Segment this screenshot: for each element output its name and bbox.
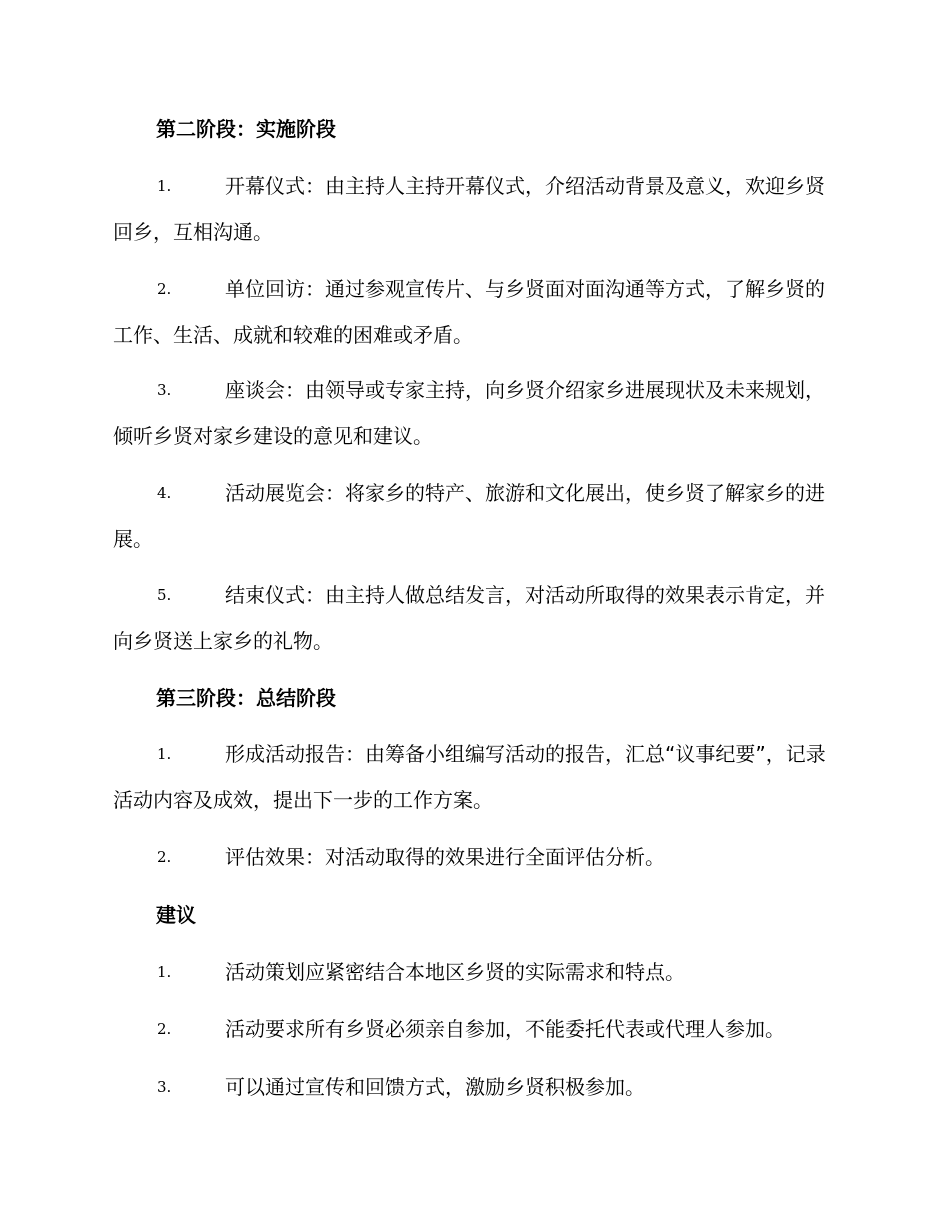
list-item-text: 活动策划应紧密结合本地区乡贤的实际需求和特点。 (225, 960, 685, 984)
list-item (113, 1064, 838, 1110)
section-heading-suggestions: 建议 (156, 903, 196, 927)
list-item-text: 评估效果：对活动取得的效果进行全面评估分析。 (225, 845, 665, 869)
list-item-text: 单位回访：通过参观宣传片、与乡贤面对面沟通等方式，了解乡贤的工作、生活、成就和较难的困难或矛盾。 (113, 277, 825, 347)
list-item-number: 4. (157, 484, 172, 502)
list-item-number: 1. (157, 177, 172, 195)
list-item-text: 活动展览会：将家乡的特产、旅游和文化展出，使乡贤了解家乡的进展。 (113, 481, 825, 551)
list-item-number: 5. (157, 586, 172, 604)
list-item-text: 座谈会：由领导或专家主持，向乡贤介绍家乡进展现状及未来规划，倾听乡贤对家乡建设的意见和建议。 (113, 378, 825, 448)
list-item (113, 367, 838, 459)
list-item-number: 1. (157, 963, 172, 981)
list-item-number: 3. (157, 1078, 172, 1096)
list-item-number: 2. (157, 1020, 172, 1038)
list-item (113, 1006, 838, 1052)
list-item (113, 572, 838, 664)
list-item-number: 2. (157, 848, 172, 866)
list-item (113, 266, 838, 358)
list-item (113, 163, 838, 255)
list-item-number: 3. (157, 381, 172, 399)
list-item-text: 开幕仪式：由主持人主持开幕仪式，介绍活动背景及意义，欢迎乡贤回乡，互相沟通。 (113, 174, 825, 244)
list-item-number: 2. (157, 280, 172, 298)
list-item (113, 731, 838, 823)
list-item-number: 1. (157, 745, 172, 763)
list-item (113, 470, 838, 562)
list-item-text: 可以通过宣传和回馈方式，激励乡贤积极参加。 (225, 1075, 645, 1099)
list-item (113, 949, 838, 995)
list-item-text: 活动要求所有乡贤必须亲自参加，不能委托代表或代理人参加。 (225, 1017, 785, 1041)
section-heading-stage-2: 第二阶段：实施阶段 (156, 117, 336, 141)
list-item (113, 834, 838, 880)
section-heading-stage-3: 第三阶段：总结阶段 (156, 686, 336, 710)
list-item-text: 形成活动报告：由筹备小组编写活动的报告，汇总“议事纪要”，记录活动内容及成效，提出下一步的工作方案。 (113, 742, 826, 812)
list-item-text: 结束仪式：由主持人做总结发言，对活动所取得的效果表示肯定，并向乡贤送上家乡的礼物。 (113, 583, 825, 653)
